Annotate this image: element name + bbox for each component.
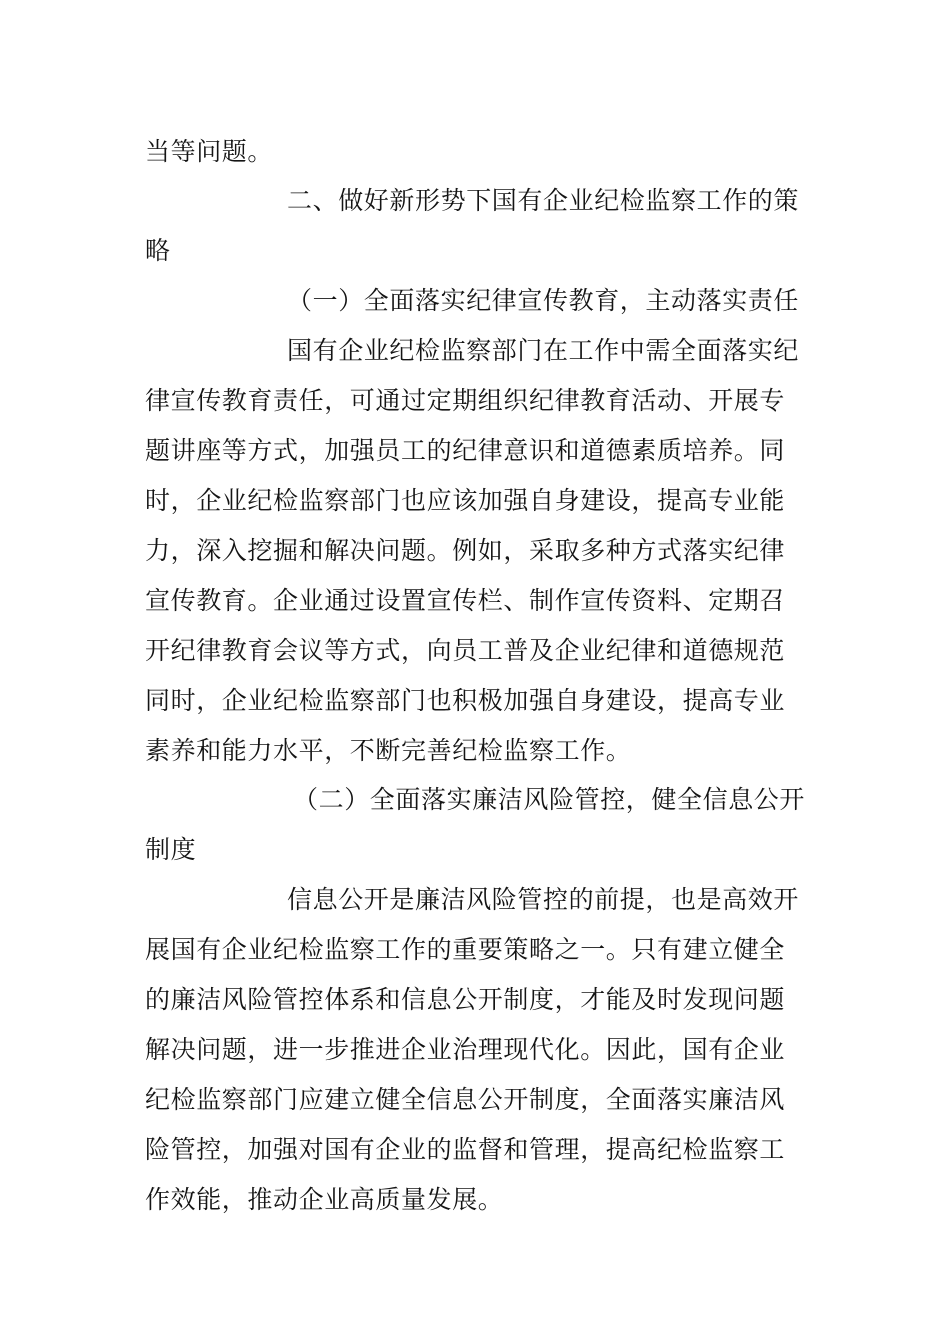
paragraph-2-line-7: 作效能，推动企业高质量发展。 [145,1185,504,1214]
subsection-heading-2: （二）全面落实廉洁风险管控，健全信息公开 [293,785,806,814]
paragraph-1-line-3: 题讲座等方式，加强员工的纪律意识和道德素质培养。同 [145,436,786,465]
paragraph-1-line-6: 宣传教育。企业通过设置宣传栏、制作宣传资料、定期召 [145,586,786,615]
paragraph-1-line-1: 国有企业纪检监察部门在工作中需全面落实纪 [287,336,800,365]
paragraph-2-line-1: 信息公开是廉洁风险管控的前提，也是高效开 [287,885,800,914]
section-heading-2: 二、做好新形势下国有企业纪检监察工作的策 [287,186,800,215]
paragraph-1-line-9: 素养和能力水平，不断完善纪检监察工作。 [145,736,632,765]
paragraph-1-line-5: 力，深入挖掘和解决问题。例如，采取多种方式落实纪律 [145,536,786,565]
paragraph-1-line-4: 时，企业纪检监察部门也应该加强自身建设，提高专业能 [145,486,786,515]
paragraph-2-line-5: 纪检监察部门应建立健全信息公开制度，全面落实廉洁风 [145,1085,786,1114]
section-heading-2-wrap: 略 [145,236,171,265]
paragraph-2-line-6: 险管控，加强对国有企业的监督和管理，提高纪检监察工 [145,1135,786,1164]
paragraph-2-line-2: 展国有企业纪检监察工作的重要策略之一。只有建立健全 [145,935,786,964]
paragraph-1-line-8: 同时，企业纪检监察部门也积极加强自身建设，提高专业 [145,686,786,715]
paragraph-1-line-7: 开纪律教育会议等方式，向员工普及企业纪律和道德规范 [145,636,786,665]
paragraph-1-line-2: 律宣传教育责任，可通过定期组织纪律教育活动、开展专 [145,386,786,415]
text-line-continuation: 当等问题。 [145,137,274,166]
paragraph-2-line-3: 的廉洁风险管控体系和信息公开制度，才能及时发现问题 [145,985,786,1014]
subsection-heading-2-wrap: 制度 [145,835,197,864]
paragraph-2-line-4: 解决问题，进一步推进企业治理现代化。因此，国有企业 [145,1035,786,1064]
subsection-heading-1: （一）全面落实纪律宣传教育，主动落实责任 [287,286,800,315]
